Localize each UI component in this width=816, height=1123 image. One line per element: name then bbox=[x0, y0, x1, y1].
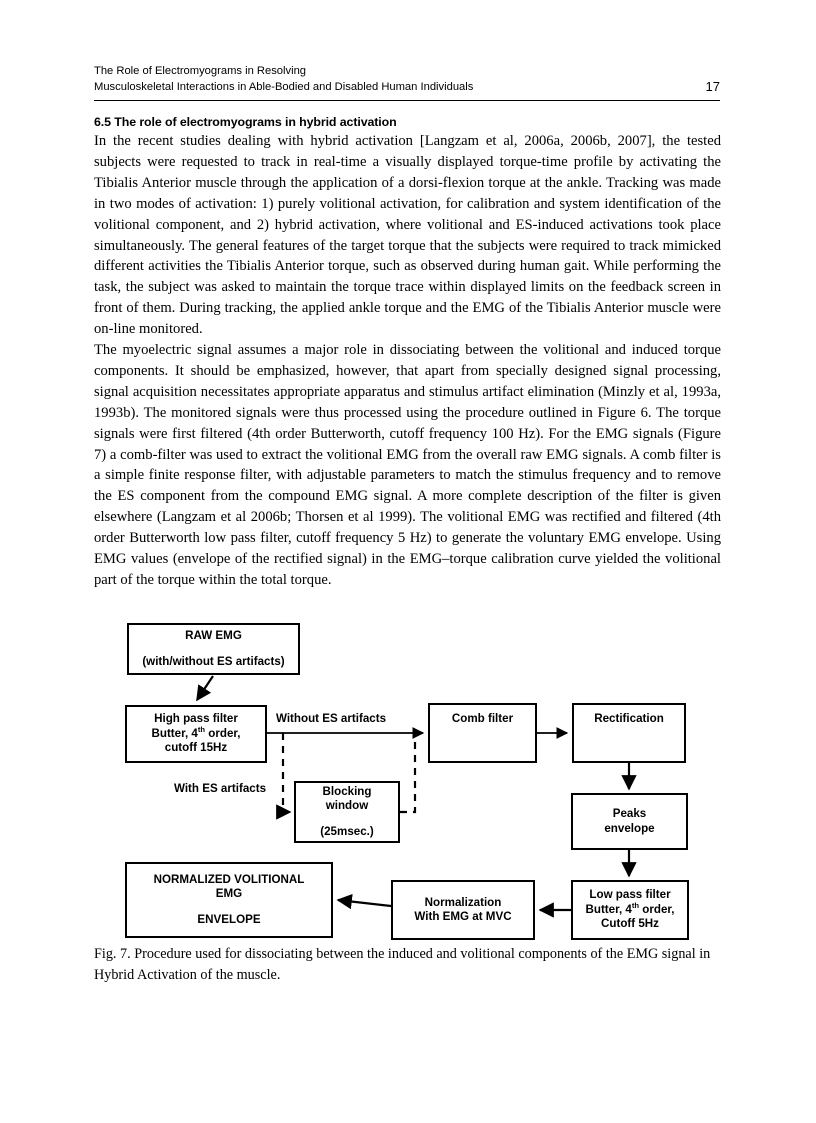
low-pass-line-1: Low pass filter bbox=[589, 888, 671, 902]
section-heading: 6.5 The role of electromyograms in hybrid activation bbox=[94, 115, 397, 129]
running-header bbox=[94, 64, 720, 95]
blocking-line-1: Blocking bbox=[322, 784, 372, 798]
high-pass-order-pre: Butter, 4 bbox=[151, 726, 198, 740]
high-pass-line-3: cutoff 15Hz bbox=[164, 741, 228, 755]
high-pass-order-post: order, bbox=[205, 726, 241, 740]
figure-caption: Fig. 7. Procedure used for dissociating between the induced and volitional components of the EMG signal in Hybrid Activation of the muscle. bbox=[94, 946, 711, 983]
flowchart-box-peaks-envelope[interactable] bbox=[571, 793, 688, 850]
normalization-line-2: With EMG at MVC bbox=[414, 910, 512, 923]
raw-emg-title: RAW EMG bbox=[185, 629, 242, 642]
edge-highpass-to-blocking-dashed bbox=[283, 733, 290, 812]
flowchart-box-high-pass-filter[interactable] bbox=[125, 705, 267, 763]
low-pass-order-sup: th bbox=[631, 900, 640, 910]
high-pass-order-sup: th bbox=[197, 724, 206, 734]
normalized-line-3: ENVELOPE bbox=[197, 912, 261, 926]
header-title-line-1: The Role of Electromyograms in Resolving bbox=[94, 65, 307, 77]
header-title-line-2: Musculoskeletal Interactions in Able-Bodied and Disabled Human Individuals bbox=[94, 80, 474, 93]
low-pass-order-pre: Butter, 4 bbox=[585, 902, 632, 916]
high-pass-line-2 bbox=[127, 724, 265, 742]
normalized-line-2: EMG bbox=[215, 887, 243, 901]
flowchart-box-comb-filter[interactable] bbox=[428, 703, 537, 763]
flowchart-box-rectification[interactable] bbox=[572, 703, 686, 763]
edge-label-without-es-artifacts: Without ES artifacts bbox=[276, 712, 387, 725]
flowchart-box-low-pass-filter[interactable] bbox=[571, 880, 689, 940]
edge-label-with-es-artifacts: With ES artifacts bbox=[174, 782, 267, 795]
edge-normalization-to-envelope bbox=[338, 900, 391, 906]
flowchart-box-raw-emg[interactable] bbox=[127, 623, 300, 675]
low-pass-line-2 bbox=[573, 900, 687, 918]
flowchart-box-blocking-window[interactable] bbox=[294, 781, 400, 843]
page-number: 17 bbox=[705, 79, 720, 94]
header-divider bbox=[94, 100, 720, 101]
body-paragraph-2: The myoelectric signal assumes a major role in dissociating between the volitional and induced torque components. It should be emphasized, however, that apart from specially designed signal processing, signal acquisition necessitates appropriate apparatus and stimulus artifact elimination (Minzly et al, 1993a, 1993b). The monitored signals were thus processed using the procedure outlined in Figure 6. The torque signals were first filtered (4th order Butterworth, cutoff frequency 100 Hz). For the EMG signals (Figure 7) a comb-filter was used to extract the volitional EMG from the overall raw EMG signals. A comb filter is a simple finite response filter, with adjustable parameters to match the stimulus frequency and to remove the ES component from the compound EMG signal. A more complete description of the filter is given elsewhere (Langzam et al 2006b; Thorsen et al 1999). The volitional EMG was rectified and filtered (4th order Butterworth low pass filter, cutoff frequency 5 Hz) to generate the voluntary EMG envelope. Using EMG values (envelope of the rectified signal) in the EMG–torque calibration curve yielded the volitional part of the torque within the total torque. bbox=[94, 342, 721, 588]
high-pass-line-1: High pass filter bbox=[154, 712, 238, 726]
rectification-label: Rectification bbox=[594, 712, 664, 725]
blocking-line-3: (25msec.) bbox=[320, 824, 374, 838]
comb-filter-label: Comb filter bbox=[451, 712, 514, 725]
raw-emg-subtitle: (with/without ES artifacts) bbox=[142, 654, 285, 668]
peaks-line-2: envelope bbox=[604, 821, 655, 835]
peaks-line-1: Peaks bbox=[612, 807, 647, 820]
normalized-line-1: NORMALIZED VOLITIONAL bbox=[153, 872, 305, 886]
low-pass-order-post: order, bbox=[639, 902, 675, 916]
body-paragraph-1: In the recent studies dealing with hybrid activation [Langzam et al, 2006a, 2006b, 2007], the tested subjects were requested to track in real-time a visually displayed torque-time profile by activating the Tibialis Anterior muscle through the application of a dorsi-flexion torque at the ankle. Tracking was made in two modes of activation: 1) purely volitional activation, for calibration and system identification of the volitional component, and 2) hybrid activation, where volitional and ES-induced activations took place simultaneously. The general features of the target torque that the subjects were required to track mimicked different activities the Tibialis Anterior torque, such as observed during human gait. While performing the task, the subject was asked to maintain the torque trace within displayed limits on the feedback screen in front of them. During tracking, the applied ankle torque and the EMG of the Tibialis Anterior muscle were on-line monitored. bbox=[94, 133, 721, 338]
edge-blocking-to-comb-dashed bbox=[400, 733, 415, 812]
normalization-line-1: Normalization bbox=[424, 895, 502, 909]
flowchart-box-normalization[interactable] bbox=[391, 880, 535, 940]
blocking-line-2: window bbox=[325, 799, 369, 813]
header-title bbox=[94, 64, 654, 95]
flowchart-box-normalized-volitional-emg-envelope[interactable] bbox=[125, 862, 333, 938]
edge-raw-to-highpass bbox=[197, 676, 213, 700]
low-pass-line-3: Cutoff 5Hz bbox=[601, 917, 659, 931]
